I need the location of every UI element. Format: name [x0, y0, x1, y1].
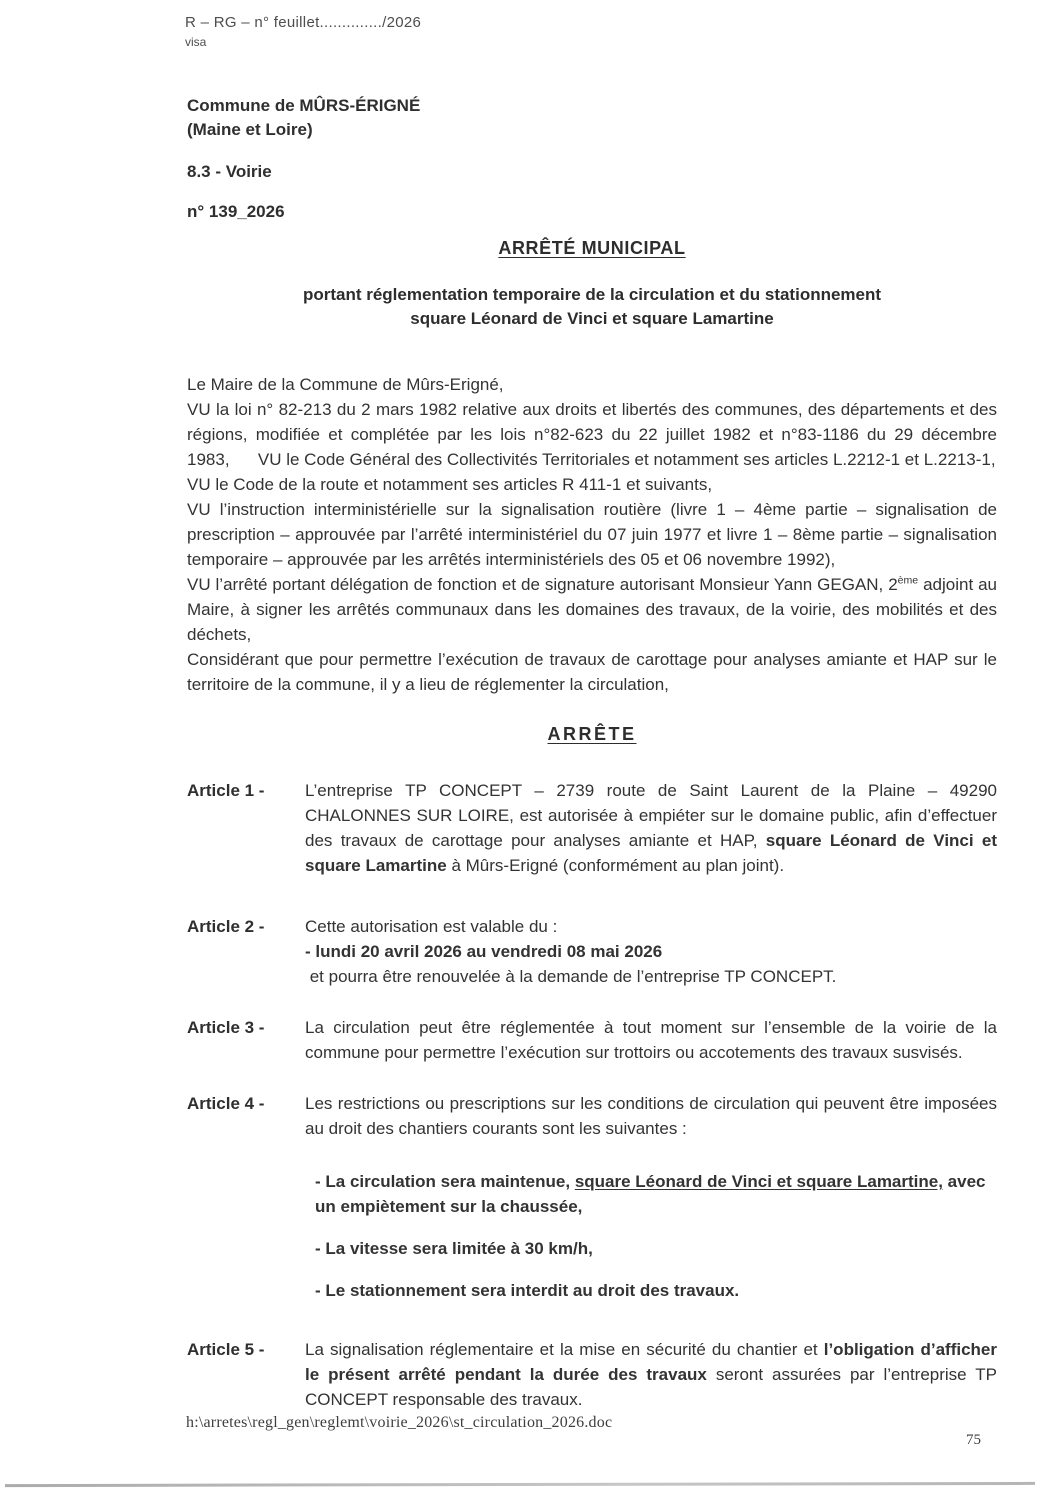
text-segment: - La vitesse sera limitée à 30 km/h,	[315, 1239, 593, 1258]
arrete-heading: ARRÊTE	[547, 724, 637, 744]
text-segment: L’entreprise TP CONCEPT – 2739 route de Saint Laurent de la Plaine – 49290 CHALONNES SUR LOIRE, est autorisée à empiéter sur le domaine public, afin d’effectuer des travaux de carottage pour analyses amiante et HAP,	[305, 781, 997, 850]
arrete-heading-wrap	[186, 724, 998, 745]
article-body	[305, 1337, 997, 1412]
document-subtitle-line2: square Léonard de Vinci et square Lamartine	[410, 309, 774, 328]
text-segment: La circulation peut être réglementée à tout moment sur l’ensemble de la voirie de la commune pour permettre l’exécution sur trottoirs ou accotements des travaux susvisés.	[305, 1018, 997, 1062]
text-segment: avec un empiètement sur la chaussée,	[315, 1172, 986, 1216]
text-segment: La signalisation réglementaire et la mise en sécurité du chantier et	[305, 1340, 824, 1359]
classification-code: 8.3 - Voirie	[187, 162, 272, 181]
text-segment: et pourra être renouvelée à la demande de l’entreprise TP CONCEPT.	[305, 967, 837, 986]
registry-header	[185, 14, 421, 49]
article-paragraph	[305, 914, 997, 939]
commune-department: (Maine et Loire)	[187, 120, 313, 139]
article	[187, 1091, 997, 1303]
text-segment: seront assurées par l’entreprise TP CONCEPT responsable des travaux.	[305, 1365, 997, 1409]
article-paragraph	[315, 1236, 997, 1261]
article-body	[305, 1015, 997, 1065]
article	[187, 778, 997, 878]
text-segment: à Mûrs-Erigné (conformément au plan joint).	[446, 856, 785, 875]
page-number: 75	[966, 1432, 981, 1448]
article-label: Article 3 -	[187, 1018, 265, 1037]
text-segment: VU la loi n° 82-213 du 2 mars 1982 relative aux droits et libertés des communes, des départements et des régions, modifiée et complétée par les lois n°82-623 du 22 juillet 1982 et n°83-1186 du 29 décembre 1983, VU le Code Général des Collectivités Territoriales et notamment ses articles L.2212-1 et L.2213-1,	[187, 400, 997, 469]
preamble-paragraph	[187, 372, 997, 397]
article-label: Article 2 -	[187, 917, 265, 936]
article	[187, 914, 997, 989]
folio-reference: R – RG – n° feuillet............../2026	[185, 14, 422, 31]
article-label: Article 5 -	[187, 1340, 265, 1359]
text-segment: l’obligation d’afficher le présent arrêté pendant la durée des travaux	[305, 1340, 997, 1384]
preamble-paragraph	[187, 472, 997, 497]
article-paragraph	[305, 1337, 997, 1412]
article-paragraph	[315, 1278, 997, 1303]
text-segment: - La circulation sera maintenue,	[315, 1172, 575, 1191]
preamble-paragraph	[187, 647, 997, 697]
text-segment: Cette autorisation est valable du :	[305, 917, 558, 936]
preamble	[187, 372, 997, 697]
text-segment: Le Maire de la Commune de Mûrs-Erigné,	[187, 375, 504, 394]
article	[187, 1015, 997, 1065]
decree-number: n° 139_2026	[187, 202, 285, 221]
article	[187, 1337, 997, 1412]
articles	[187, 778, 997, 1412]
visa-label: visa	[185, 35, 207, 49]
article-paragraph	[305, 1091, 997, 1141]
text-segment: Considérant que pour permettre l’exécution de travaux de carottage pour analyses amiante et HAP sur le territoire de la commune, il y a lieu de réglementer la circulation,	[187, 650, 997, 694]
article-body	[305, 1091, 997, 1303]
preamble-paragraph	[187, 397, 997, 472]
preamble-paragraph	[187, 572, 997, 647]
text-segment: VU l’instruction interministérielle sur la signalisation routière (livre 1 – 4ème partie – signalisation de prescription – approuvée par l’arrêté interministériel du 07 juin 1977 et livre 1 – 8ème partie – signalisation temporaire – approuvée par les arrêtés interministériels des 05 et 06 novembre 1992),	[187, 500, 997, 569]
article-label: Article 1 -	[187, 781, 265, 800]
article-body	[305, 914, 997, 989]
text-segment: square Léonard de Vinci et square Lamartine,	[574, 1172, 943, 1191]
text-segment: VU l’arrêté portant délégation de fonction et de signature autorisant Monsieur Yann GEGAN, 2	[187, 575, 898, 594]
article-paragraph	[305, 778, 997, 878]
text-segment: Les restrictions ou prescriptions sur les conditions de circulation qui peuvent être imposées au droit des chantiers courants sont les suivantes :	[305, 1094, 997, 1138]
text-segment: - lundi 20 avril 2026 au vendredi 08 mai 2026	[305, 942, 663, 961]
article-paragraph	[315, 1169, 997, 1219]
text-segment: adjoint au Maire, à signer les arrêtés communaux dans les domaines des travaux, de la voirie, des mobilités et des déchets,	[187, 575, 997, 644]
article-paragraph	[305, 939, 997, 964]
article-body	[305, 778, 997, 878]
document-subtitle-line1: portant réglementation temporaire de la circulation et du stationnement	[302, 285, 882, 304]
text-segment: square Léonard de Vinci et square Lamartine	[305, 831, 998, 875]
commune-block	[187, 94, 420, 224]
preamble-paragraph	[187, 497, 997, 572]
scan-edge-line	[5, 1482, 1035, 1487]
text-segment: VU le Code de la route et notamment ses articles R 411-1 et suivants,	[187, 475, 713, 494]
title-block	[186, 238, 998, 331]
article-paragraph	[305, 1015, 997, 1065]
text-segment: ème	[897, 574, 919, 587]
commune-name: Commune de MÛRS-ÉRIGNÉ	[187, 96, 421, 115]
footer-file-path: h:\arretes\regl_gen\reglemt\voirie_2026\st_circulation_2026.doc	[186, 1414, 613, 1431]
article-paragraph	[305, 964, 997, 989]
article-label: Article 4 -	[187, 1094, 265, 1113]
text-segment: - Le stationnement sera interdit au droit des travaux.	[315, 1281, 740, 1300]
document-title: ARRÊTÉ MUNICIPAL	[498, 238, 686, 258]
